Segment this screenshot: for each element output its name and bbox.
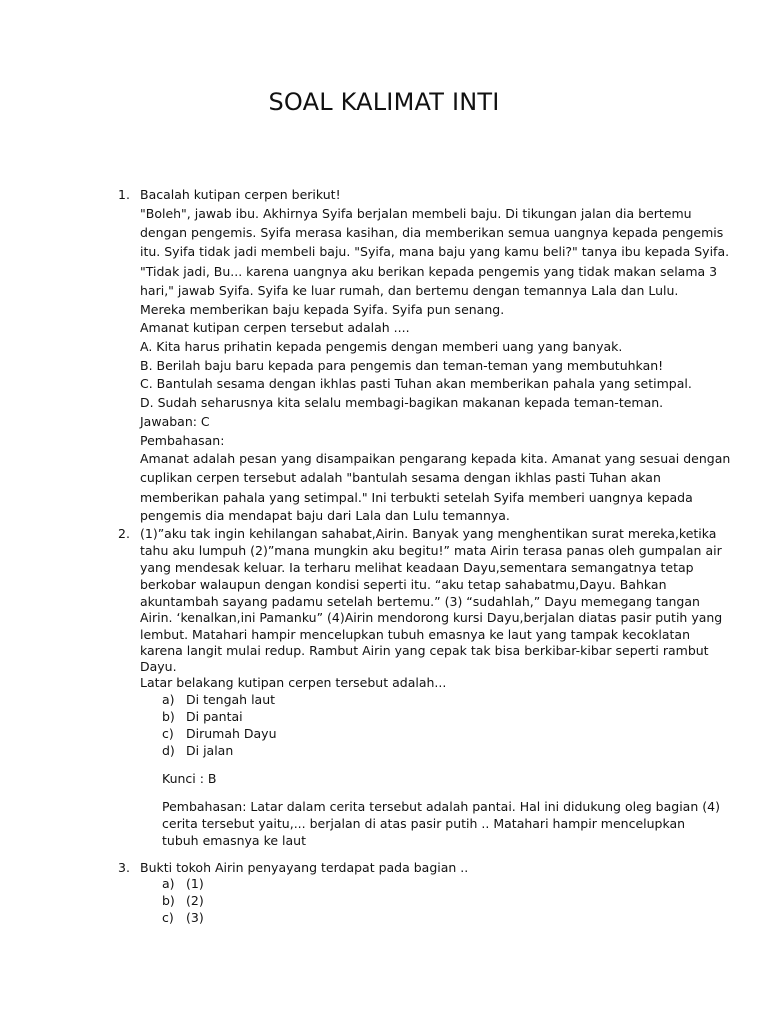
question-1-discussion-line: pengemis dia mendapat baju dari Lala dan Lulu temannya. (140, 508, 510, 523)
question-2-option-text: Di jalan (186, 743, 234, 758)
question-2-line: tahu aku lumpuh (2)”mana mungkin aku begitu!” mata Airin terasa panas oleh gumpalan air (140, 543, 722, 558)
question-3-option-text: (1) (186, 876, 204, 891)
page-title: SOAL KALIMAT INTI (268, 88, 500, 116)
question-3-option-letter: b) (162, 893, 175, 908)
question-2-line: akuntambah sayang padamu setelah bertemu.” (3) “sudahlah,” Dayu memegang tangan (140, 594, 700, 609)
question-1-option-d: D. Sudah seharusnya kita selalu membagi-bagikan makanan kepada teman-teman. (140, 395, 664, 410)
question-2-option-text: Dirumah Dayu (186, 726, 277, 741)
question-1-line: itu. Syifa tidak jadi membeli baju. "Syifa, mana baju yang kamu beli?" tanya ibu kepada Syifa. (140, 244, 730, 259)
question-1-discussion-heading: Pembahasan: (140, 433, 225, 448)
question-1-option-c: C. Bantulah sesama dengan ikhlas pasti Tuhan akan memberikan pahala yang setimpal. (140, 376, 692, 391)
question-2-discussion-line: cerita tersebut yaitu,... berjalan di atas pasir putih .. Matahari hampir mencelupkan (162, 816, 686, 831)
question-1-number: 1. (118, 187, 130, 202)
question-2-line: Airin. ‘kenalkan,ini Pamanku” (4)Airin mendorong kursi Dayu,berjalan diatas pasir putih yang (140, 610, 723, 625)
question-3-number: 3. (118, 860, 130, 875)
question-1-discussion-line: Amanat adalah pesan yang disampaikan pengarang kepada kita. Amanat yang sesuai dengan (140, 451, 731, 466)
question-1-answer: Jawaban: C (140, 414, 210, 429)
question-3-option-text: (3) (186, 910, 204, 925)
question-2-option-letter: b) (162, 709, 175, 724)
question-2-discussion-line: tubuh emasnya ke laut (162, 833, 306, 848)
question-2-line: (1)”aku tak ingin kehilangan sahabat,Airin. Banyak yang menghentikan surat mereka,ketika (140, 526, 717, 541)
question-1-prompt: Amanat kutipan cerpen tersebut adalah .... (140, 320, 410, 335)
question-2-option-letter: c) (162, 726, 174, 741)
question-2-line: berkobar walaupun dengan kondisi seperti itu. “aku tetap sahabatmu,Dayu. Bahkan (140, 577, 667, 592)
question-2-discussion-line: Pembahasan: Latar dalam cerita tersebut adalah pantai. Hal ini didukung oleg bagian (4) (162, 799, 720, 814)
question-2-option-letter: d) (162, 743, 175, 758)
question-2-answer-key: Kunci : B (162, 771, 217, 786)
question-3-prompt: Bukti tokoh Airin penyayang terdapat pada bagian .. (140, 860, 469, 875)
question-3-option-letter: a) (162, 876, 175, 891)
question-3-option-text: (2) (186, 893, 204, 908)
question-2-prompt: Latar belakang kutipan cerpen tersebut adalah... (140, 675, 447, 690)
question-2-option-text: Di tengah laut (186, 692, 276, 707)
question-3-option-letter: c) (162, 910, 174, 925)
question-2-line: Dayu. (140, 659, 177, 674)
question-1-discussion-line: cuplikan cerpen tersebut adalah "bantulah sesama dengan ikhlas pasti Tuhan akan (140, 470, 661, 485)
question-1-line: hari," jawab Syifa. Syifa ke luar rumah, dan bertemu dengan temannya Lala dan Lulu. (140, 283, 679, 298)
question-2-line: karena langit mulai redup. Rambut Airin yang cepak tak bisa berkibar-kibar seperti rambut (140, 643, 709, 658)
question-1-line: Bacalah kutipan cerpen berikut! (140, 187, 341, 202)
question-1-line: "Tidak jadi, Bu... karena uangnya aku berikan kepada pengemis yang tidak makan selama 3 (140, 264, 718, 279)
question-2-line: yang mendesak keluar. Ia terharu melihat keadaan Dayu,sementara semangatnya tetap (140, 560, 694, 575)
question-1-line: Mereka memberikan baju kepada Syifa. Syifa pun senang. (140, 302, 505, 317)
question-1-line: dengan pengemis. Syifa merasa kasihan, dia memberikan semua uangnya kepada pengemis (140, 225, 724, 240)
question-1-option-a: A. Kita harus prihatin kepada pengemis dengan memberi uang yang banyak. (140, 339, 623, 354)
question-2-option-letter: a) (162, 692, 175, 707)
question-2-number: 2. (118, 526, 130, 541)
question-2-option-text: Di pantai (186, 709, 243, 724)
question-1-line: "Boleh", jawab ibu. Akhirnya Syifa berjalan membeli baju. Di tikungan jalan dia bertemu (140, 206, 692, 221)
question-1-option-b: B. Berilah baju baru kepada para pengemis dan teman-teman yang membutuhkan! (140, 358, 664, 373)
question-1-discussion-line: memberikan pahala yang setimpal." Ini terbukti setelah Syifa memberi uangnya kepada (140, 490, 693, 505)
question-2-line: lembut. Matahari hampir mencelupkan tubuh emasnya ke laut yang tampak kecoklatan (140, 627, 690, 642)
